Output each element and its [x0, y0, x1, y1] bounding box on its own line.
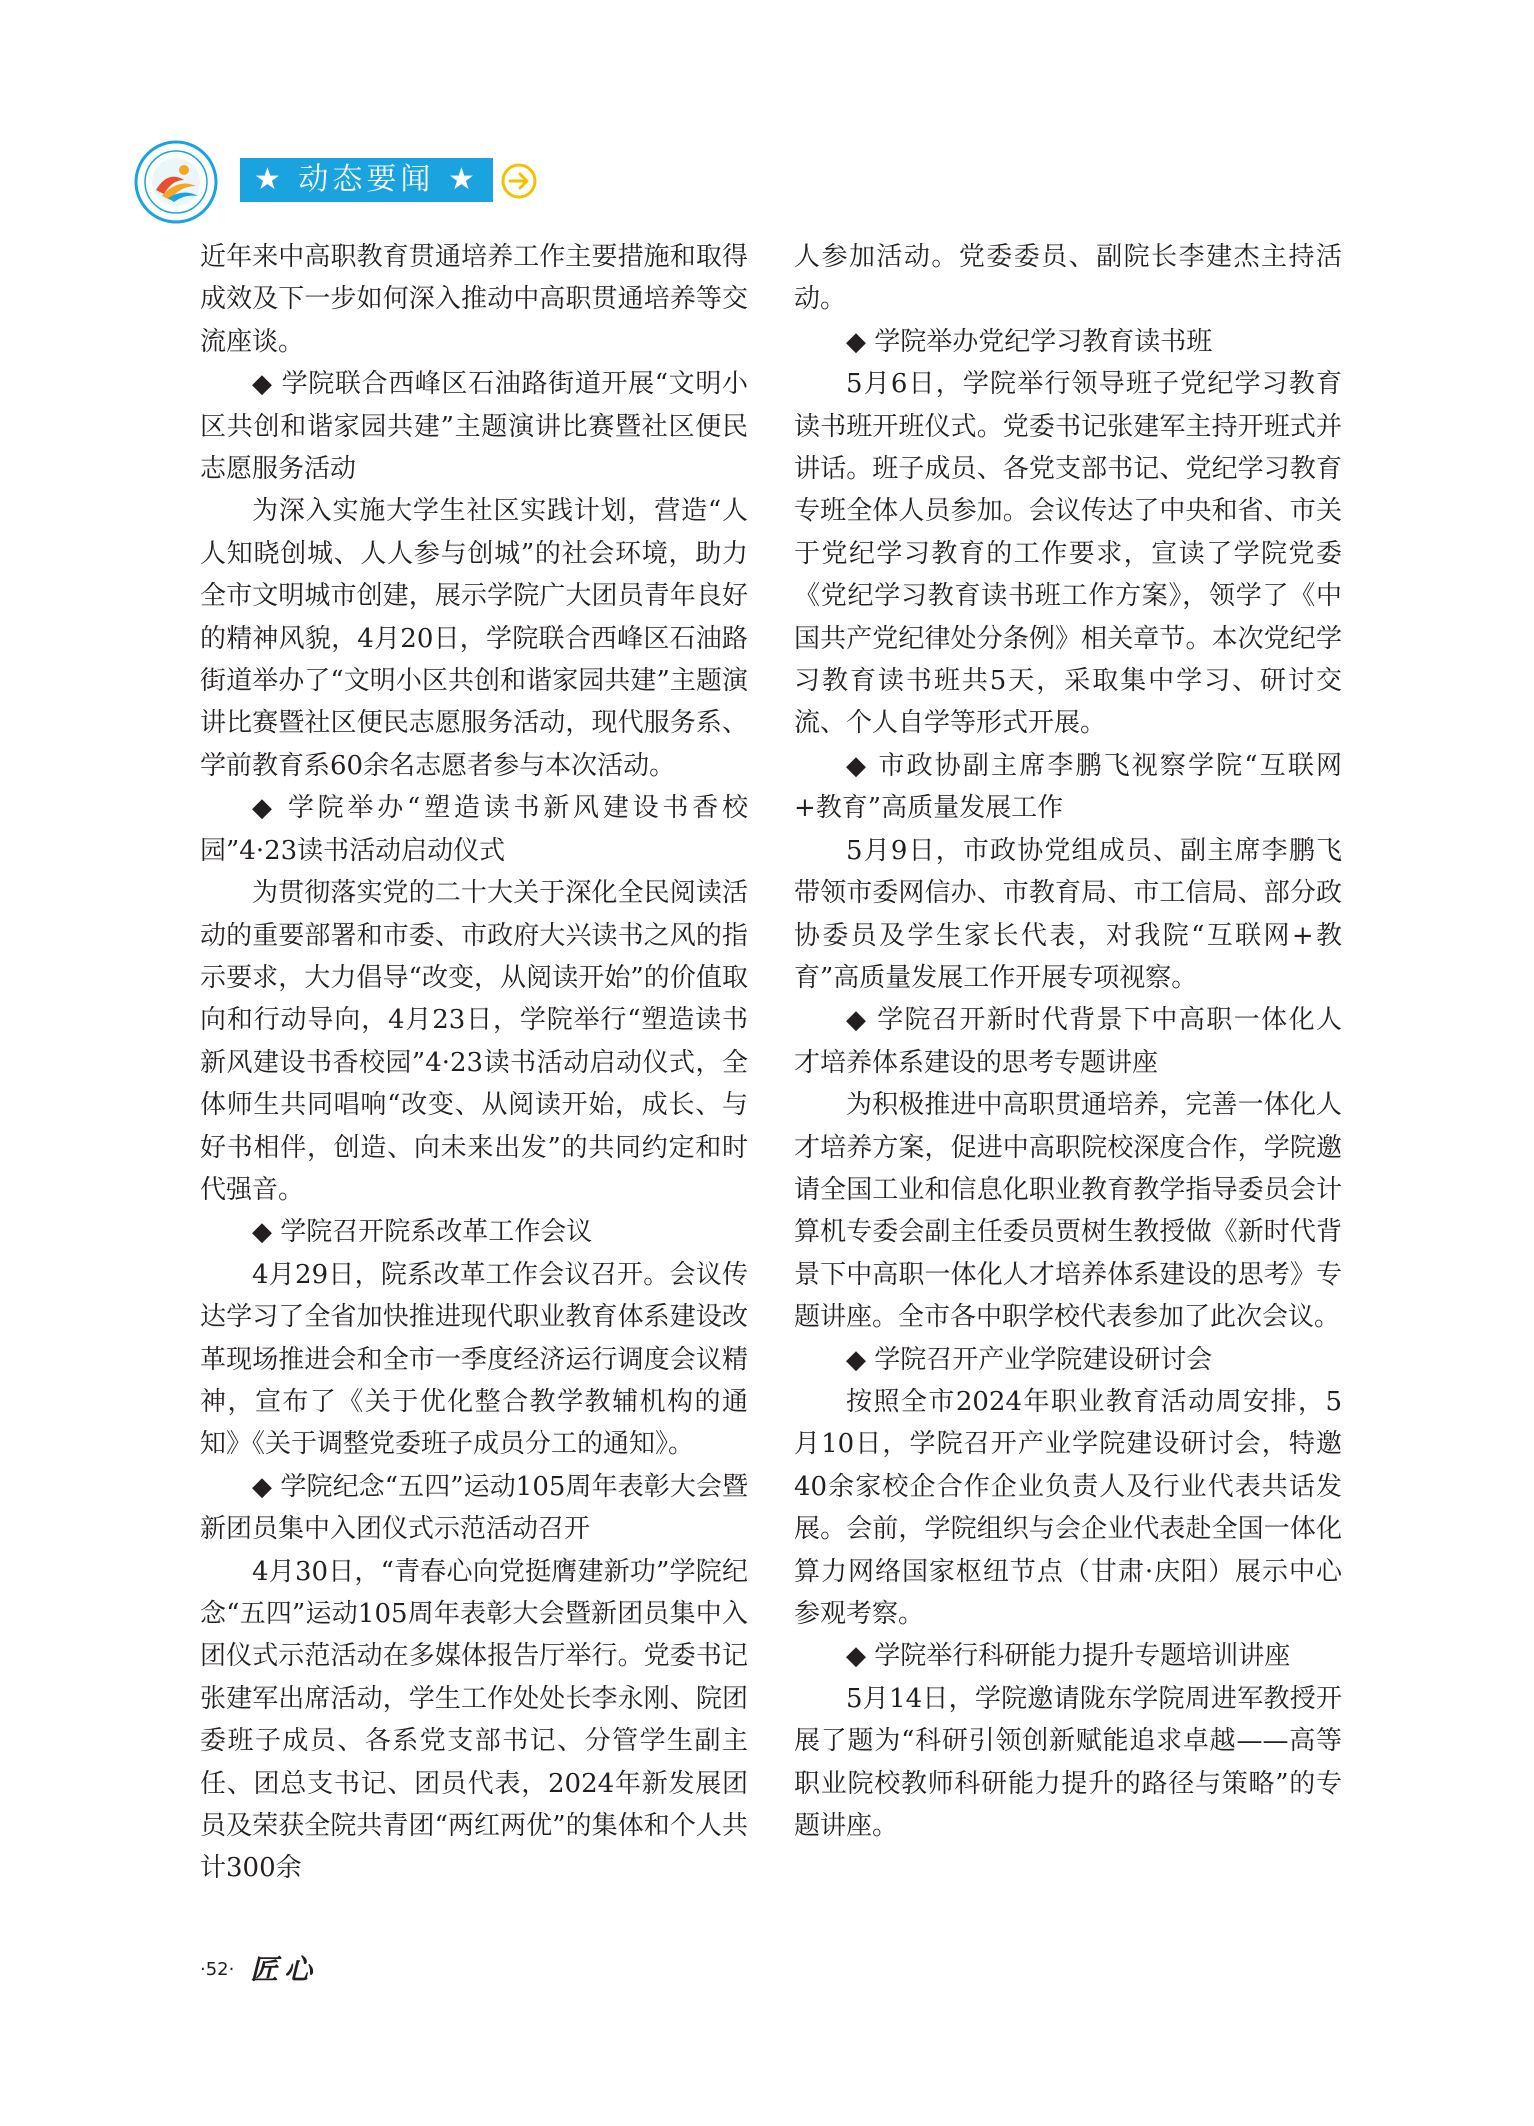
- news-headline: ◆ 学院联合西峰区石油路街道开展“文明小区共创和谐家园共建”主题演讲比赛暨社区便民志愿服务活动: [200, 369, 748, 485]
- news-body: 5月14日，学院邀请陇东学院周进军教授开展了题为“科研引领创新赋能追求卓越——高等职业院校教师科研能力提升的路径与策略”的专题讲座。: [794, 1683, 1342, 1842]
- news-body: 为深入实施大学生社区实践计划，营造“人人知晓创城、人人参与创城”的社会环境，助力全市文明城市创建，展示学院广大团员青年良好的精神风貌，4月20日，学院联合西峰区石油路街道举办了“文明小区共创和谐家园共建”主题演讲比赛暨社区便民志愿服务活动，现代服务系、学前教育系60余名志愿者参与本次活动。: [200, 496, 748, 781]
- news-body: 为贯彻落实党的二十大关于深化全民阅读活动的重要部署和市委、市政府大兴读书之风的指示要求，大力倡导“改变，从阅读开始”的价值取向和行动导向，4月23日，学院举行“塑造读书新风建设书香校园”4·23读书活动启动仪式，全体师生共同唱响“改变、从阅读开始，成长、与好书相伴，创造、向未来出发”的共同约定和时代强音。: [200, 878, 748, 1205]
- page-footer: [200, 1950, 318, 1990]
- page-number: ·52·: [200, 1959, 235, 1980]
- section-header: [130, 136, 830, 246]
- news-body: 为积极推进中高职贯通培养，完善一体化人才培养方案，促进中高职院校深度合作，学院邀请全国工业和信息化职业教育教学指导委员会计算机专委会副主任委员贾树生教授做《新时代背景下中高职一体化人才培养体系建设的思考》专题讲座。全市各中职学校代表参加了此次会议。: [794, 1090, 1342, 1333]
- news-headline: ◆ 学院召开产业学院建设研讨会: [846, 1344, 1213, 1375]
- news-body: 4月30日，“青春心向党挺膺建新功”学院纪念“五四”运动105周年表彰大会暨新团员集中入团仪式示范活动在多媒体报告厅举行。党委书记张建军出席活动，学生工作处处长李永刚、院团委班子成员、各系党支部书记、分管学生副主任、团总支书记、团员代表，2024年新发展团员及荣获全院共青团“两红两优”的集体和个人共计300余: [200, 1556, 748, 1884]
- college-logo-icon: [134, 140, 218, 224]
- section-title-banner: ★ 动态要闻 ★: [240, 158, 493, 202]
- news-body: 按照全市2024年职业教育活动周安排，5月10日，学院召开产业学院建设研讨会，特邀40余家校企合作企业负责人及行业代表共话发展。会前，学院组织与会企业代表赴全国一体化算力网络国家枢纽节点（甘肃·庆阳）展示中心参观考察。: [794, 1386, 1342, 1629]
- magazine-name: 匠心: [250, 1953, 319, 1986]
- news-headline: ◆ 学院举办党纪学习教育读书班: [846, 326, 1213, 357]
- news-headline: ◆ 学院纪念“五四”运动105周年表彰大会暨新团员集中入团仪式示范活动召开: [200, 1471, 748, 1545]
- news-body: 5月9日，市政协党组成员、副主席李鹏飞带领市委网信办、市教育局、市工信局、部分政协委员及学生家长代表，对我院“互联网+教育”高质量发展工作开展专项视察。: [794, 835, 1342, 993]
- news-headline: ◆ 学院召开新时代背景下中高职一体化人才培养体系建设的思考专题讲座: [794, 1005, 1342, 1078]
- circled-arrow-right-icon: [500, 162, 538, 200]
- news-headline: ◆ 学院召开院系改革工作会议: [252, 1217, 593, 1248]
- news-body: 5月6日，学院举行领导班子党纪学习教育读书班开班仪式。党委书记张建军主持开班式并讲话。班子成员、各党支部书记、党纪学习教育专班全体人员参加。会议传达了中央和省、市关于党纪学习教育的工作要求，宣读了学院党委《党纪学习教育读书班工作方案》，领学了《中国共产党纪律处分条例》相关章节。本次党纪学习教育读书班共5天，采取集中学习、研讨交流、个人自学等形式开展。: [794, 369, 1342, 739]
- news-headline: ◆ 学院举行科研能力提升专题培训讲座: [846, 1641, 1291, 1672]
- left-column: [200, 236, 748, 1890]
- paragraph-continuation: 近年来中高职教育贯通培养工作主要措施和取得成效及下一步如何深入推动中高职贯通培养等交流座谈。: [200, 242, 748, 357]
- news-body: 4月29日，院系改革工作会议召开。会议传达学习了全省加快推进现代职业教育体系建设改革现场推进会和全市一季度经济运行调度会议精神，宣布了《关于优化整合教学教辅机构的通知》《关于调整党委班子成员分工的通知》。: [200, 1259, 748, 1460]
- news-headline: ◆ 市政协副主席李鹏飞视察学院“互联网+教育”高质量发展工作: [794, 750, 1342, 824]
- news-headline: ◆ 学院举办“塑造读书新风建设书香校园”4·23读书活动启动仪式: [200, 793, 748, 866]
- paragraph-continuation: 人参加活动。党委委员、副院长李建杰主持活动。: [794, 242, 1342, 315]
- right-column: [794, 236, 1342, 1847]
